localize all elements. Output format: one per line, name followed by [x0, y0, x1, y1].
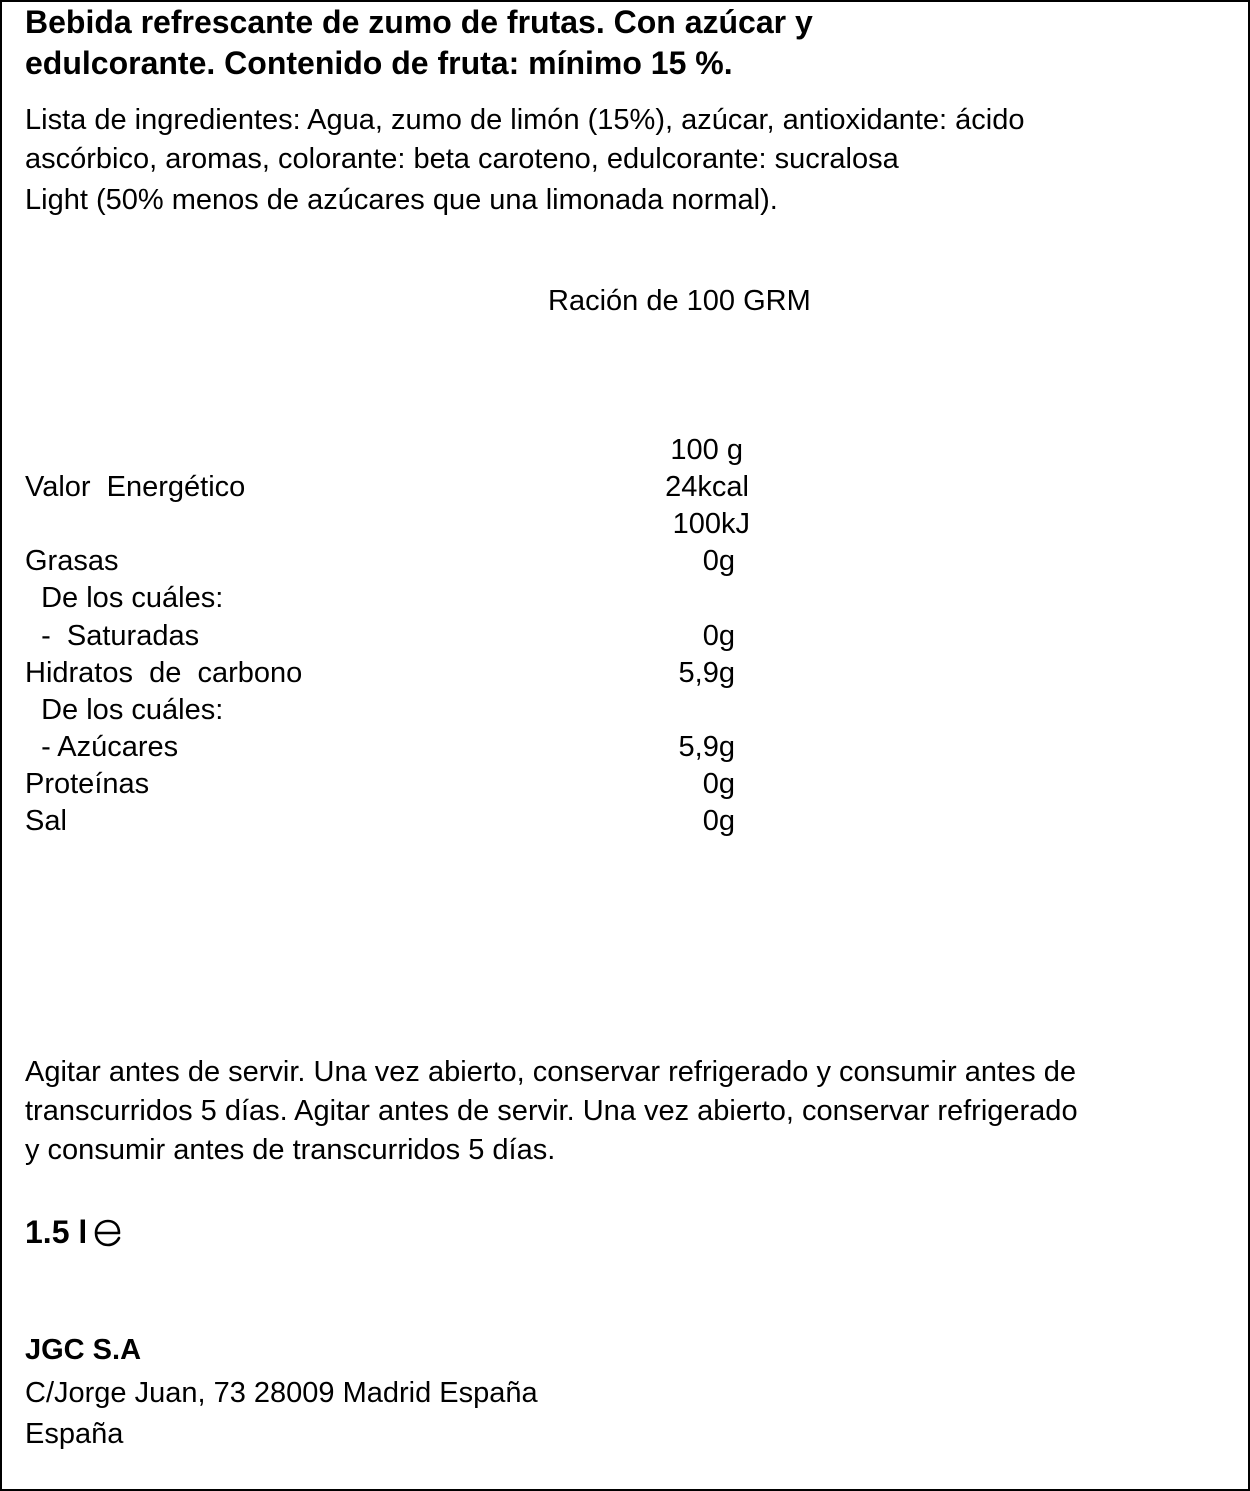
net-quantity-value: 1.5 l — [25, 1214, 88, 1250]
nutrition-row-label: Hidratos de carbono — [25, 657, 303, 689]
nutrition-row — [25, 729, 1225, 766]
company-country: España — [25, 1418, 124, 1450]
nutrition-row-label: Proteínas — [25, 768, 150, 800]
nutrition-row — [25, 618, 1225, 655]
product-title-line-1: Bebida refrescante de zumo de frutas. Con azúcar y — [25, 4, 813, 40]
nutrition-row — [25, 803, 1225, 840]
net-quantity — [25, 1210, 123, 1254]
nutrition-row — [25, 580, 1225, 617]
instructions-line-1: Agitar antes de servir. Una vez abierto, conservar refrigerado y consumir antes de — [25, 1056, 1076, 1088]
product-title-line-2: edulcorante. Contenido de fruta: mínimo 15 %. — [25, 45, 733, 81]
nutrition-row — [25, 766, 1225, 803]
nutrition-row-label: - Azúcares — [25, 731, 179, 763]
ingredients-line-1: Lista de ingredientes: Agua, zumo de limón (15%), azúcar, antioxidante: ácido — [25, 104, 1025, 136]
nutrition-row-value: 0g — [702, 805, 735, 837]
nutrition-row-value: 100kJ — [672, 508, 750, 540]
ingredients-line-2: ascórbico, aromas, colorante: beta caroteno, edulcorante: sucralosa — [25, 143, 899, 175]
nutrition-row-value: 5,9g — [678, 657, 735, 689]
nutrition-row-value: 0g — [702, 768, 735, 800]
nutrition-row-label: - Saturadas — [25, 620, 200, 652]
light-claim: Light (50% menos de azúcares que una limonada normal). — [25, 184, 778, 216]
nutrition-row-label: Valor Energético — [25, 471, 246, 503]
instructions-line-3: y consumir antes de transcurridos 5 días. — [25, 1134, 556, 1166]
instructions-line-2: transcurridos 5 días. Agitar antes de servir. Una vez abierto, conservar refrigerado — [25, 1095, 1078, 1127]
nutrition-row-label: Grasas — [25, 545, 119, 577]
nutrition-row — [25, 655, 1225, 692]
nutrition-row — [25, 506, 1225, 543]
company-address: C/Jorge Juan, 73 28009 Madrid España — [25, 1377, 538, 1409]
nutrition-row — [25, 692, 1225, 729]
serving-size-label: Ración de 100 GRM — [548, 285, 811, 317]
nutrition-row-value: 0g — [702, 620, 735, 652]
nutrition-row — [25, 469, 1225, 506]
estimated-sign-icon — [93, 1216, 123, 1248]
nutrition-row-value: 5,9g — [678, 731, 735, 763]
nutrition-row-label: Sal — [25, 805, 67, 837]
nutrition-row-label: De los cuáles: — [25, 582, 224, 614]
company-name: JGC S.A — [25, 1334, 142, 1366]
nutrition-row — [25, 543, 1225, 580]
nutrition-column-header-row — [25, 432, 1225, 469]
nutrition-column-header: 100 g — [670, 434, 743, 466]
nutrition-row-label: De los cuáles: — [25, 694, 224, 726]
nutrition-row-value: 0g — [702, 545, 735, 577]
nutrition-row-value: 24kcal — [665, 471, 749, 503]
